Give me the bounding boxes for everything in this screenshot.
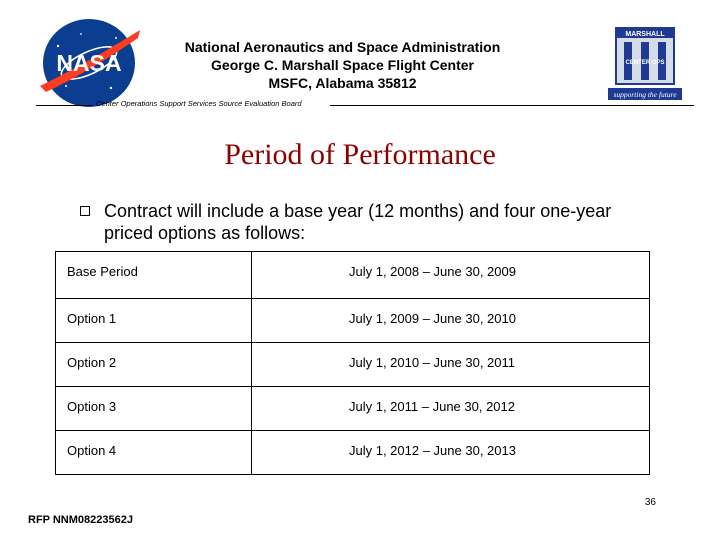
table-row [56,343,650,387]
table-row [56,431,650,475]
period-dates: July 1, 2011 – June 30, 2012 [252,387,650,431]
page-number: 36 [644,497,656,508]
table-row [56,299,650,343]
header-line-3: MSFC, Alabama 35812 [268,75,417,91]
header-line-2: George C. Marshall Space Flight Center [211,57,474,73]
period-dates: July 1, 2012 – June 30, 2013 [252,431,650,475]
square-bullet-icon [80,206,90,216]
header-rule-right [330,105,694,106]
period-label: Option 4 [56,431,252,475]
slide-title: Period of Performance [224,138,496,171]
header-organization [150,38,535,92]
period-label: Option 2 [56,343,252,387]
msfc-logo [604,24,686,106]
board-name: Center Operations Support Services Source Evaluation Board [96,99,302,108]
msfc-banner-text: supporting the future [613,90,677,99]
period-label: Base Period [56,252,252,299]
period-dates: July 1, 2009 – June 30, 2010 [252,299,650,343]
bullet-text: Contract will include a base year (12 months) and four one-year priced options as follows: [104,201,612,243]
table-row [56,387,650,431]
header-line-1: National Aeronautics and Space Administration [184,39,501,55]
period-label: Option 1 [56,299,252,343]
period-label: Option 3 [56,387,252,431]
header-rule-left [36,105,92,106]
period-dates: July 1, 2010 – June 30, 2011 [252,343,650,387]
nasa-logo [36,16,142,110]
rfp-number: RFP NNM08223562J [28,514,133,526]
msfc-logo-text-2: CENTER OPS [625,60,665,66]
table-row [56,252,650,299]
period-dates: July 1, 2008 – June 30, 2009 [252,252,650,299]
msfc-logo-text: MARSHALL [625,31,665,38]
performance-periods-table [55,251,650,475]
nasa-logo-text: NASA [56,50,122,76]
